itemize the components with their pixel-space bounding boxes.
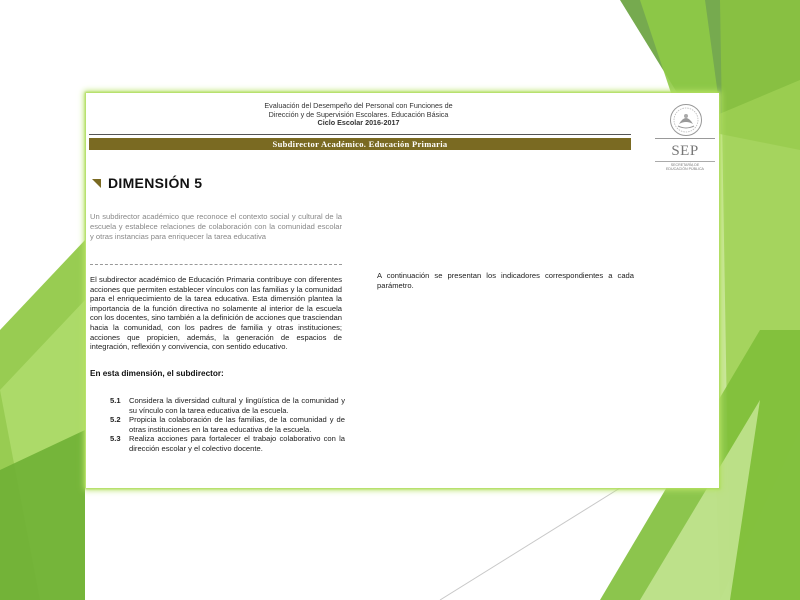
indicator-item [110,434,345,453]
document-header [86,102,631,128]
dimension-intro: Un subdirector académico que reconoce el contexto social y cultural de la escuela y establece relaciones de colaboración con la comunidad escolar y otras instancias para enriquecer la tarea educativa [90,212,342,241]
header-line-2: Dirección y de Supervisión Escolares. Educación Básica [268,109,449,119]
mexican-coat-of-arms-icon [669,103,703,137]
section-banner: Subdirector Académico. Educación Primaria [89,138,631,150]
indicator-number: 5.3 [110,434,121,444]
dimension-title: DIMENSIÓN 5 [108,175,203,191]
indicator-number: 5.2 [110,415,121,425]
indicator-item [110,415,345,434]
sep-subtitle-line-1: SECRETARÍA DE [670,163,700,167]
sep-logo-subtitle [655,163,715,172]
indicator-text: Propicia la colaboración de las familias, de la comunidad y de otras instituciones en la tarea educativa de la escuela. [129,415,345,434]
sep-subtitle-line-2: EDUCACIÓN PÚBLICA [666,167,704,172]
bg-thin-line [440,488,620,600]
indicator-text: Considera la diversidad cultural y lingüística de la comunidad y su vínculo con la tarea educativa de la escuela. [129,396,345,415]
intro-divider [90,264,342,265]
header-line-1: Evaluación del Desempeño del Personal con Funciones de [264,101,453,110]
sep-logo: SEP [671,143,699,159]
logo-rule-bottom [655,161,715,162]
dimension-description: El subdirector académico de Educación Primaria contribuye con diferentes acciones que permiten establecer vínculos con las familias y la comunidad para el enriquecimiento de la tarea educativa. Esta dimensión plantea la importancia de la función directiva no solamente al interior de la escuela con los docentes, sino también a la definición de acciones que trasciendan hacia la comunidad, con los padres de familia y otras instituciones; acciones que propicien, además, la generación de espacios de integración, reflexión y convivencia, con sentido educativo. [90,275,342,352]
header-school-cycle: Ciclo Escolar 2016-2017 [317,118,400,128]
logo-rule-top [655,138,715,139]
dimension-marker-icon [92,179,101,188]
indicator-number: 5.1 [110,396,121,405]
indicator-item [110,396,345,415]
indicators-intro-text: A continuación se presentan los indicadores correspondientes a cada parámetro. [377,271,634,290]
indicator-list [110,396,345,454]
header-divider [89,134,631,135]
in-dimension-label: En esta dimensión, el subdirector: [90,369,224,378]
document-page [86,93,719,488]
indicator-text: Realiza acciones para fortalecer el trabajo colaborativo con la dirección escolar y el colectivo docente. [129,434,345,453]
